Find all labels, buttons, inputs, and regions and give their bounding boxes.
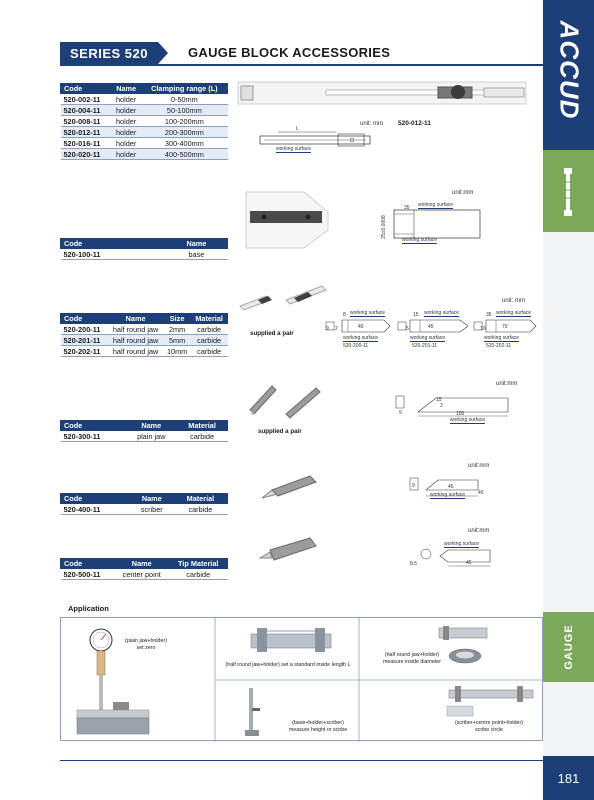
cell-range: 400-500mm: [141, 149, 227, 160]
half-round-200-code: 520-200-11: [343, 343, 369, 349]
cell-name: holder: [111, 94, 141, 105]
inside-length-illustration: [249, 626, 333, 658]
table-row: [61, 127, 228, 138]
cell-name: holder: [111, 127, 141, 138]
half-round-200-len: 40: [358, 324, 364, 330]
scriber-table: [60, 493, 228, 515]
center-point-dim45: 45: [466, 560, 472, 566]
plain-jaw-table: [60, 420, 228, 442]
plain-jaw-supplied: supplied a pair: [258, 428, 302, 435]
cell-tip-material: carbide: [169, 569, 228, 580]
footer-line: [60, 760, 543, 761]
col-size: Size: [163, 314, 190, 324]
gauge-icon: [562, 168, 574, 216]
half-round-202-side: 10: [480, 326, 486, 332]
half-round-201-ws-bottom: working surface: [410, 335, 446, 341]
height-scribe-illustration: [241, 686, 261, 738]
table-row: [61, 138, 228, 149]
gauge-section-tab: [543, 612, 594, 682]
half-round-200-side: 2: [335, 326, 338, 332]
table-row: [61, 94, 228, 105]
col-name: Name: [130, 494, 173, 504]
table-header-row: [61, 421, 228, 431]
table-header-row: [61, 494, 228, 504]
page-title: GAUGE BLOCK ACCESSORIES: [188, 45, 391, 60]
holder-unit: unit: mm: [360, 121, 384, 127]
cell-code: 520-008-11: [61, 116, 112, 127]
half-round-202-code: 520-202-11: [486, 343, 512, 349]
half-round-jaw-photo: [236, 280, 332, 320]
scriber-dim45: 45: [448, 484, 454, 490]
plain-jaw-unit: unit:mm: [496, 381, 518, 387]
cell-name: half round jaw: [108, 324, 164, 335]
plain-jaw-dim15: 15: [436, 397, 442, 403]
application-title: Application: [68, 604, 109, 613]
cell-range: 50-100mm: [141, 105, 227, 116]
application-item-height-scribe: (base+holder+scriber) measure height or scribe: [288, 720, 348, 733]
table-row: [61, 149, 228, 160]
center-point-working-surface: working surface: [444, 541, 480, 547]
table-row: [61, 324, 228, 335]
cell-range: 200-300mm: [141, 127, 227, 138]
holder-photo: [238, 78, 528, 110]
col-material: Material: [173, 494, 227, 504]
base-dim-height: 25±0.0008: [380, 215, 387, 239]
center-point-unit: unit:mm: [468, 528, 490, 534]
series-arrow: [158, 42, 168, 64]
col-name: Name: [111, 84, 141, 94]
cell-code: 520-020-11: [61, 149, 112, 160]
cell-code: 520-201-11: [61, 335, 108, 346]
table-header-row: [61, 314, 228, 324]
col-name: Name: [126, 421, 177, 431]
table-header-row: [61, 84, 228, 94]
cell-name: holder: [111, 116, 141, 127]
cell-range: 100-200mm: [141, 116, 227, 127]
cell-code: 520-100-11: [61, 249, 166, 260]
base-dim-35: 35: [404, 205, 410, 211]
cell-name: holder: [111, 149, 141, 160]
cell-material: carbide: [173, 504, 227, 515]
table-header-row: [61, 239, 228, 249]
cell-code: 520-500-11: [61, 569, 115, 580]
cell-size: 5mm: [163, 335, 190, 346]
col-code: Code: [61, 239, 166, 249]
table-row: [61, 249, 228, 260]
cell-name: half round jaw: [108, 346, 164, 357]
scriber-unit: unit:mm: [468, 463, 490, 469]
cell-name: plain jaw: [126, 431, 177, 442]
col-name: Name: [108, 314, 164, 324]
application-item-set-zero: (plain jaw+holder) set zero: [125, 638, 167, 651]
half-round-200-ws-bottom: working surface: [343, 335, 379, 341]
application-grid: [60, 617, 543, 741]
center-point-dim85: 8.5: [410, 561, 417, 567]
half-round-202-len: 70: [502, 324, 508, 330]
table-row: [61, 116, 228, 127]
col-name: Name: [115, 559, 169, 569]
center-point-photo: [256, 534, 320, 568]
series-label: SERIES 520: [60, 42, 158, 64]
base-working-surface-top: working surface: [418, 202, 454, 208]
base-table: [60, 238, 228, 260]
plain-jaw-working-surface: working surface: [450, 417, 486, 423]
table-row: [61, 335, 228, 346]
cell-name: base: [165, 249, 227, 260]
table-row: [61, 431, 228, 442]
cell-code: 520-300-11: [61, 431, 127, 442]
half-round-202-ws-top: working surface: [496, 310, 532, 316]
holder-product-code: 520-012-11: [398, 120, 431, 127]
cell-name: holder: [111, 105, 141, 116]
half-round-200-ws-top: working surface: [350, 310, 386, 316]
scriber-dim9: 9: [412, 483, 415, 489]
half-round-201-code: 520-201-11: [412, 343, 438, 349]
holder-dim-L: L: [296, 126, 299, 132]
cell-name: scriber: [130, 504, 173, 515]
col-clamping-range: Clamping range (L): [141, 84, 227, 94]
application-item-inside-diameter: (half round jaw+holder) measure inside diameter: [383, 652, 441, 665]
base-photo: [244, 190, 330, 250]
header-rule: [60, 64, 543, 66]
base-unit: unit:mm: [452, 190, 474, 196]
cell-code: 520-002-11: [61, 94, 112, 105]
cell-range: 0-50mm: [141, 94, 227, 105]
cell-size: 2mm: [163, 324, 190, 335]
table-row: [61, 105, 228, 116]
half-round-201-side: 5: [406, 326, 409, 332]
holder-working-surface: working surface: [276, 146, 312, 152]
center-point-table: [60, 558, 228, 580]
holder-table: [60, 83, 228, 160]
scriber-working-surface: working surface: [430, 492, 466, 498]
brand-logo: ACCUD: [554, 20, 584, 120]
table-header-row: [61, 559, 228, 569]
brand-tab: [543, 0, 594, 150]
half-round-supplied: supplied a pair: [250, 330, 294, 337]
plain-jaw-dim9: 9: [399, 410, 402, 416]
cell-name: center point: [115, 569, 169, 580]
col-material: Material: [191, 314, 228, 324]
half-round-200-top: 8: [343, 312, 346, 318]
cell-code: 520-200-11: [61, 324, 108, 335]
plain-jaw-dim3: 3: [440, 403, 443, 409]
col-code: Code: [61, 421, 127, 431]
table-row: [61, 569, 228, 580]
half-round-unit: unit: mm: [502, 298, 526, 304]
table-row: [61, 346, 228, 357]
cell-material: carbide: [191, 324, 228, 335]
cell-code: 520-012-11: [61, 127, 112, 138]
col-material: Material: [177, 421, 228, 431]
cell-code: 520-400-11: [61, 504, 131, 515]
cell-code: 520-202-11: [61, 346, 108, 357]
cell-material: carbide: [191, 346, 228, 357]
application-item-scribe-circle: (scriber+centre point+holder) scribe circle: [454, 720, 523, 733]
cell-code: 520-004-11: [61, 105, 112, 116]
application-item-inside-length: (half round jaw+holder) set a standard inside length L: [225, 662, 351, 668]
col-code: Code: [61, 559, 115, 569]
col-code: Code: [61, 494, 131, 504]
half-round-202-top: 35: [486, 312, 492, 318]
scriber-photo: [258, 472, 320, 504]
cell-name: holder: [111, 138, 141, 149]
gauge-section-label: GAUGE: [562, 624, 575, 670]
plain-jaw-photo: [246, 376, 326, 420]
half-round-201-len: 45: [428, 324, 434, 330]
plain-jaw-dim100: 100: [456, 411, 465, 417]
base-working-surface-bottom: working surface: [402, 237, 438, 243]
col-code: Code: [61, 84, 112, 94]
page-number: 181: [543, 756, 594, 800]
half-round-201-top: 15: [413, 312, 419, 318]
cell-code: 520-016-11: [61, 138, 112, 149]
cell-size: 10mm: [163, 346, 190, 357]
half-round-200-dim9: 9: [326, 326, 329, 332]
gauge-tab-icon: [543, 150, 594, 232]
half-round-201-ws-top: working surface: [424, 310, 460, 316]
cell-name: half round jaw: [108, 335, 164, 346]
half-round-202-ws-bottom: working surface: [484, 335, 520, 341]
scriber-dim40: 40: [478, 490, 484, 496]
cell-material: carbide: [177, 431, 228, 442]
cell-range: 300-400mm: [141, 138, 227, 149]
half-round-table: [60, 313, 228, 357]
col-name: Name: [165, 239, 227, 249]
col-code: Code: [61, 314, 108, 324]
col-tip-material: Tip Material: [169, 559, 228, 569]
cell-material: carbide: [191, 335, 228, 346]
table-row: [61, 504, 228, 515]
